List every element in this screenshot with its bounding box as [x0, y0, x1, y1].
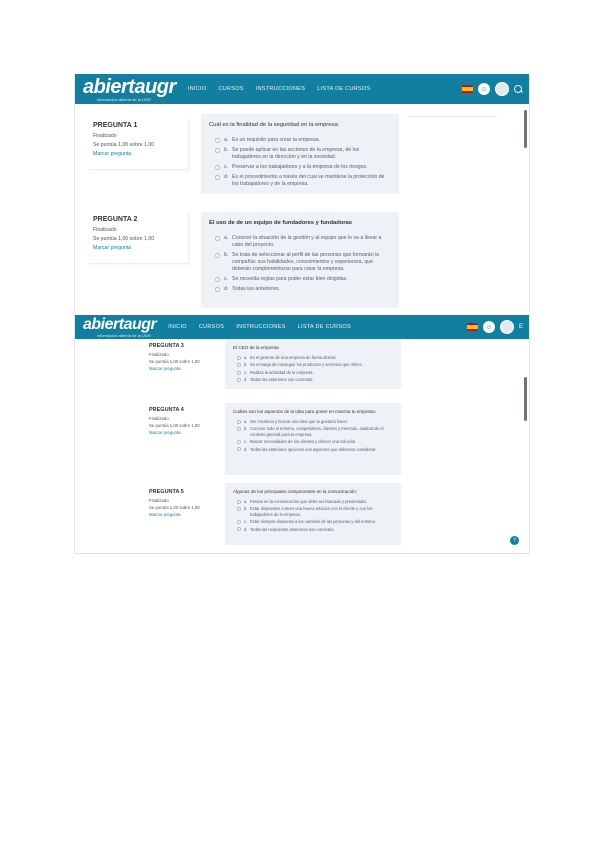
radio-button[interactable] — [215, 236, 220, 241]
logo-text: abiertaugr — [83, 75, 176, 98]
answer-option[interactable] — [215, 276, 389, 283]
user-initial[interactable]: E — [518, 324, 523, 330]
radio-button[interactable] — [237, 500, 241, 504]
question-info — [93, 216, 189, 251]
answer-options — [225, 419, 401, 452]
question-text: El uso de de un equipo de fundadores y fundadoras — [209, 220, 353, 226]
notifications-button[interactable]: ☺ — [478, 83, 490, 95]
answer-option[interactable] — [237, 377, 393, 382]
radio-button[interactable] — [215, 148, 220, 153]
nav-link-lista-cursos[interactable]: LISTA DE CURSOS — [317, 86, 371, 92]
option-text: Buscar necesidades de los clientes y ofrecer una solución. — [250, 439, 357, 445]
radio-button[interactable] — [215, 165, 220, 170]
option-letter: c. — [224, 276, 229, 282]
question-state: Finalizado — [93, 227, 117, 233]
radio-button[interactable] — [237, 440, 241, 444]
answer-options — [225, 355, 401, 383]
option-letter: d. — [244, 377, 248, 383]
answer-option[interactable] — [215, 164, 389, 171]
question-number: PREGUNTA 5 — [149, 489, 184, 495]
question-state: Finalizado — [149, 416, 169, 421]
spain-flag-icon[interactable] — [467, 323, 478, 331]
option-text: Conocer todo el entorno, competidores, clientes y mercado, analizando el contexto general para tu empresa. — [250, 426, 384, 437]
option-text: Todas las anteriores son correctas. — [250, 377, 314, 383]
question-info — [93, 122, 189, 157]
option-text: Estar siempre dispuesto a los cambios de las personas y del entorno. — [250, 519, 377, 525]
radio-button[interactable] — [237, 371, 241, 375]
flag-question-link[interactable]: Marcar pregunta — [149, 430, 181, 435]
answer-option[interactable] — [215, 286, 389, 293]
side-panel-divider — [407, 116, 497, 117]
answer-options — [201, 137, 399, 188]
radio-button[interactable] — [215, 175, 220, 180]
nav-link-instrucciones[interactable]: INSTRUCCIONES — [255, 86, 306, 92]
option-letter: d. — [244, 446, 248, 452]
answer-option[interactable] — [215, 235, 389, 249]
nav-link-cursos[interactable]: CURSOS — [218, 86, 244, 92]
help-button[interactable]: ? — [510, 536, 519, 545]
option-text: Es el gerente de una empresa de forma directa. — [250, 355, 337, 360]
question-content — [225, 403, 401, 475]
option-text: Todas las respuestas anteriores son correctas. — [250, 526, 335, 532]
option-letter: b. — [244, 506, 248, 512]
answer-option[interactable] — [237, 499, 393, 504]
option-letter: b. — [224, 147, 229, 153]
question-number: PREGUNTA 3 — [149, 343, 184, 349]
nav-right-controls — [462, 82, 523, 96]
option-text: Realiza la actividad de la empresa. — [250, 369, 314, 375]
question-score: Se puntúa 1,00 sobre 1,00 — [149, 505, 200, 510]
option-text: Todas las anteriores. — [232, 286, 280, 292]
answer-option[interactable] — [237, 506, 393, 517]
site-logo[interactable] — [83, 77, 176, 102]
question-state: Finalizado — [149, 498, 169, 503]
radio-button[interactable] — [215, 138, 220, 143]
option-letter: a. — [224, 137, 229, 143]
option-text: Preservar a los trabajadores y a la empresa de los riesgos. — [232, 164, 368, 170]
answer-option[interactable] — [215, 252, 389, 273]
option-text: Pensar en la comunicación que debe ser buscada y presentada. — [250, 499, 367, 504]
logo-text: abiertaugr — [83, 315, 157, 333]
option-text: Es el procedimiento a través del cual se mantiene la protección de los trabajadores y de la empresa. — [232, 174, 385, 187]
nav-links — [188, 86, 371, 92]
option-text: Todas las anteriores opciones son aspectos que debemos considerar. — [250, 446, 377, 452]
nav-right-controls — [467, 320, 523, 334]
user-avatar[interactable] — [500, 320, 514, 334]
question-score: Se puntúa 1,00 sobre 1,00 — [93, 236, 155, 242]
option-text: Conocer la situación de la gestión y al equipo que lo va a llevar a cabo del proyecto. — [232, 235, 382, 248]
option-letter: b. — [244, 426, 248, 432]
question-text: Cuáles son los aspectos de la idea para poner en marcha tu empresa: — [233, 409, 377, 414]
question-content — [225, 339, 401, 389]
radio-button[interactable] — [215, 287, 220, 292]
nav-link-lista-cursos[interactable]: LISTA DE CURSOS — [297, 324, 351, 330]
radio-button[interactable] — [237, 427, 241, 431]
radio-button[interactable] — [237, 520, 241, 524]
flag-question-link[interactable]: Marcar pregunta — [149, 366, 181, 371]
option-text: Se necesita reglas para poder estar bien dirigidas. — [232, 276, 348, 282]
top-navbar — [75, 74, 530, 104]
question-content — [201, 114, 399, 194]
answer-option[interactable] — [237, 370, 393, 375]
question-score: Se puntúa 1,00 sobre 1,00 — [149, 423, 200, 428]
radio-button[interactable] — [237, 420, 241, 424]
question-state: Finalizado — [93, 133, 117, 139]
radio-button[interactable] — [237, 363, 241, 367]
answer-options — [201, 235, 399, 293]
radio-button[interactable] — [215, 277, 220, 282]
user-avatar[interactable] — [495, 82, 509, 96]
nav-link-cursos[interactable]: CURSOS — [198, 324, 225, 330]
question-text: Algunos de los principales componentes en la comunicación: — [233, 489, 358, 494]
option-text: Se puede aplicar en las acciones de la empresa, de los trabajadores en la dirección y en la sociedad. — [232, 147, 360, 160]
option-letter: b. — [224, 252, 229, 258]
nav-link-inicio[interactable]: INICIO — [168, 324, 187, 330]
answer-option[interactable] — [237, 519, 393, 524]
radio-button[interactable] — [237, 507, 241, 511]
answer-option[interactable] — [215, 174, 389, 188]
answer-option[interactable] — [237, 527, 393, 532]
question-state: Finalizado — [149, 352, 169, 357]
option-letter: d. — [224, 286, 229, 292]
option-letter: a. — [244, 419, 248, 424]
question-content — [201, 212, 399, 308]
logo-tagline: información abierta de la UGR — [97, 96, 151, 102]
question-number: PREGUNTA 2 — [93, 216, 138, 223]
answer-option[interactable] — [215, 137, 389, 144]
screenshot-top — [74, 74, 530, 312]
option-letter: c. — [244, 369, 248, 375]
answer-option[interactable] — [237, 426, 393, 437]
answer-option[interactable] — [215, 147, 389, 161]
option-letter: c. — [244, 519, 248, 525]
flag-question-link[interactable]: Marcar pregunta — [93, 151, 132, 157]
answer-option[interactable] — [237, 362, 393, 367]
answer-option[interactable] — [237, 447, 393, 452]
nav-link-instrucciones[interactable]: INSTRUCCIONES — [236, 324, 286, 330]
top-navbar — [75, 315, 530, 339]
option-letter: a. — [244, 355, 248, 360]
flag-question-link[interactable]: Marcar pregunta — [149, 512, 181, 517]
radio-button[interactable] — [237, 356, 241, 360]
option-letter: b. — [244, 362, 248, 368]
radio-button[interactable] — [215, 253, 220, 258]
scrollbar-thumb[interactable] — [524, 110, 527, 148]
question-score: Se puntúa 1,00 sobre 1,00 — [93, 142, 155, 148]
option-text: Se encarga de conseguir los productos y servicios que ofrece. — [250, 362, 363, 368]
search-icon[interactable] — [514, 85, 523, 94]
option-letter: a. — [224, 235, 229, 241]
option-letter: d. — [224, 174, 229, 180]
option-letter: a. — [244, 499, 248, 504]
option-text: Es un requisito para crear la empresa. — [232, 137, 320, 143]
question-number: PREGUNTA 4 — [149, 407, 184, 413]
answer-option[interactable] — [237, 419, 393, 424]
question-info — [149, 343, 200, 371]
notifications-button[interactable]: ☺ — [483, 321, 495, 333]
flag-question-link[interactable]: Marcar pregunta — [93, 245, 132, 251]
option-letter: d. — [244, 526, 248, 532]
radio-button[interactable] — [237, 527, 241, 531]
answer-option[interactable] — [237, 439, 393, 444]
answer-options — [225, 499, 401, 532]
nav-links — [168, 324, 351, 330]
answer-option[interactable] — [237, 355, 393, 360]
nav-link-inicio[interactable]: INICIO — [187, 86, 207, 92]
question-number: PREGUNTA 1 — [93, 122, 138, 129]
option-letter: c. — [244, 439, 248, 445]
option-text: Estar dispuestos a tener una buena relación con el cliente y con los trabajadores de la empresa. — [250, 506, 373, 517]
option-text: Se trata de seleccionar al perfil de las personas que formarán la compañía: sus habilidades, conocimientos y experiencia, que deberán complementarse para crear la empresa. — [232, 252, 380, 272]
screenshot-bottom — [74, 315, 530, 554]
spain-flag-icon[interactable] — [462, 85, 473, 93]
question-score: Se puntúa 1,00 sobre 1,00 — [149, 359, 200, 364]
question-content — [225, 483, 401, 545]
logo-tagline: información abierta de la UGR — [97, 332, 151, 338]
scrollbar-thumb[interactable] — [524, 377, 527, 421]
question-info — [149, 489, 200, 517]
question-info — [149, 407, 200, 435]
radio-button[interactable] — [237, 447, 241, 451]
site-logo[interactable] — [83, 317, 156, 338]
question-text: Cuál es la finalidad de la seguridad en la empresa: — [209, 122, 340, 128]
radio-button[interactable] — [237, 378, 241, 382]
question-text: El CEO de la empresa — [233, 345, 279, 350]
option-text: Ser creativos y buscar una idea que te gustaría hacer. — [250, 419, 349, 424]
option-letter: c. — [224, 164, 229, 170]
